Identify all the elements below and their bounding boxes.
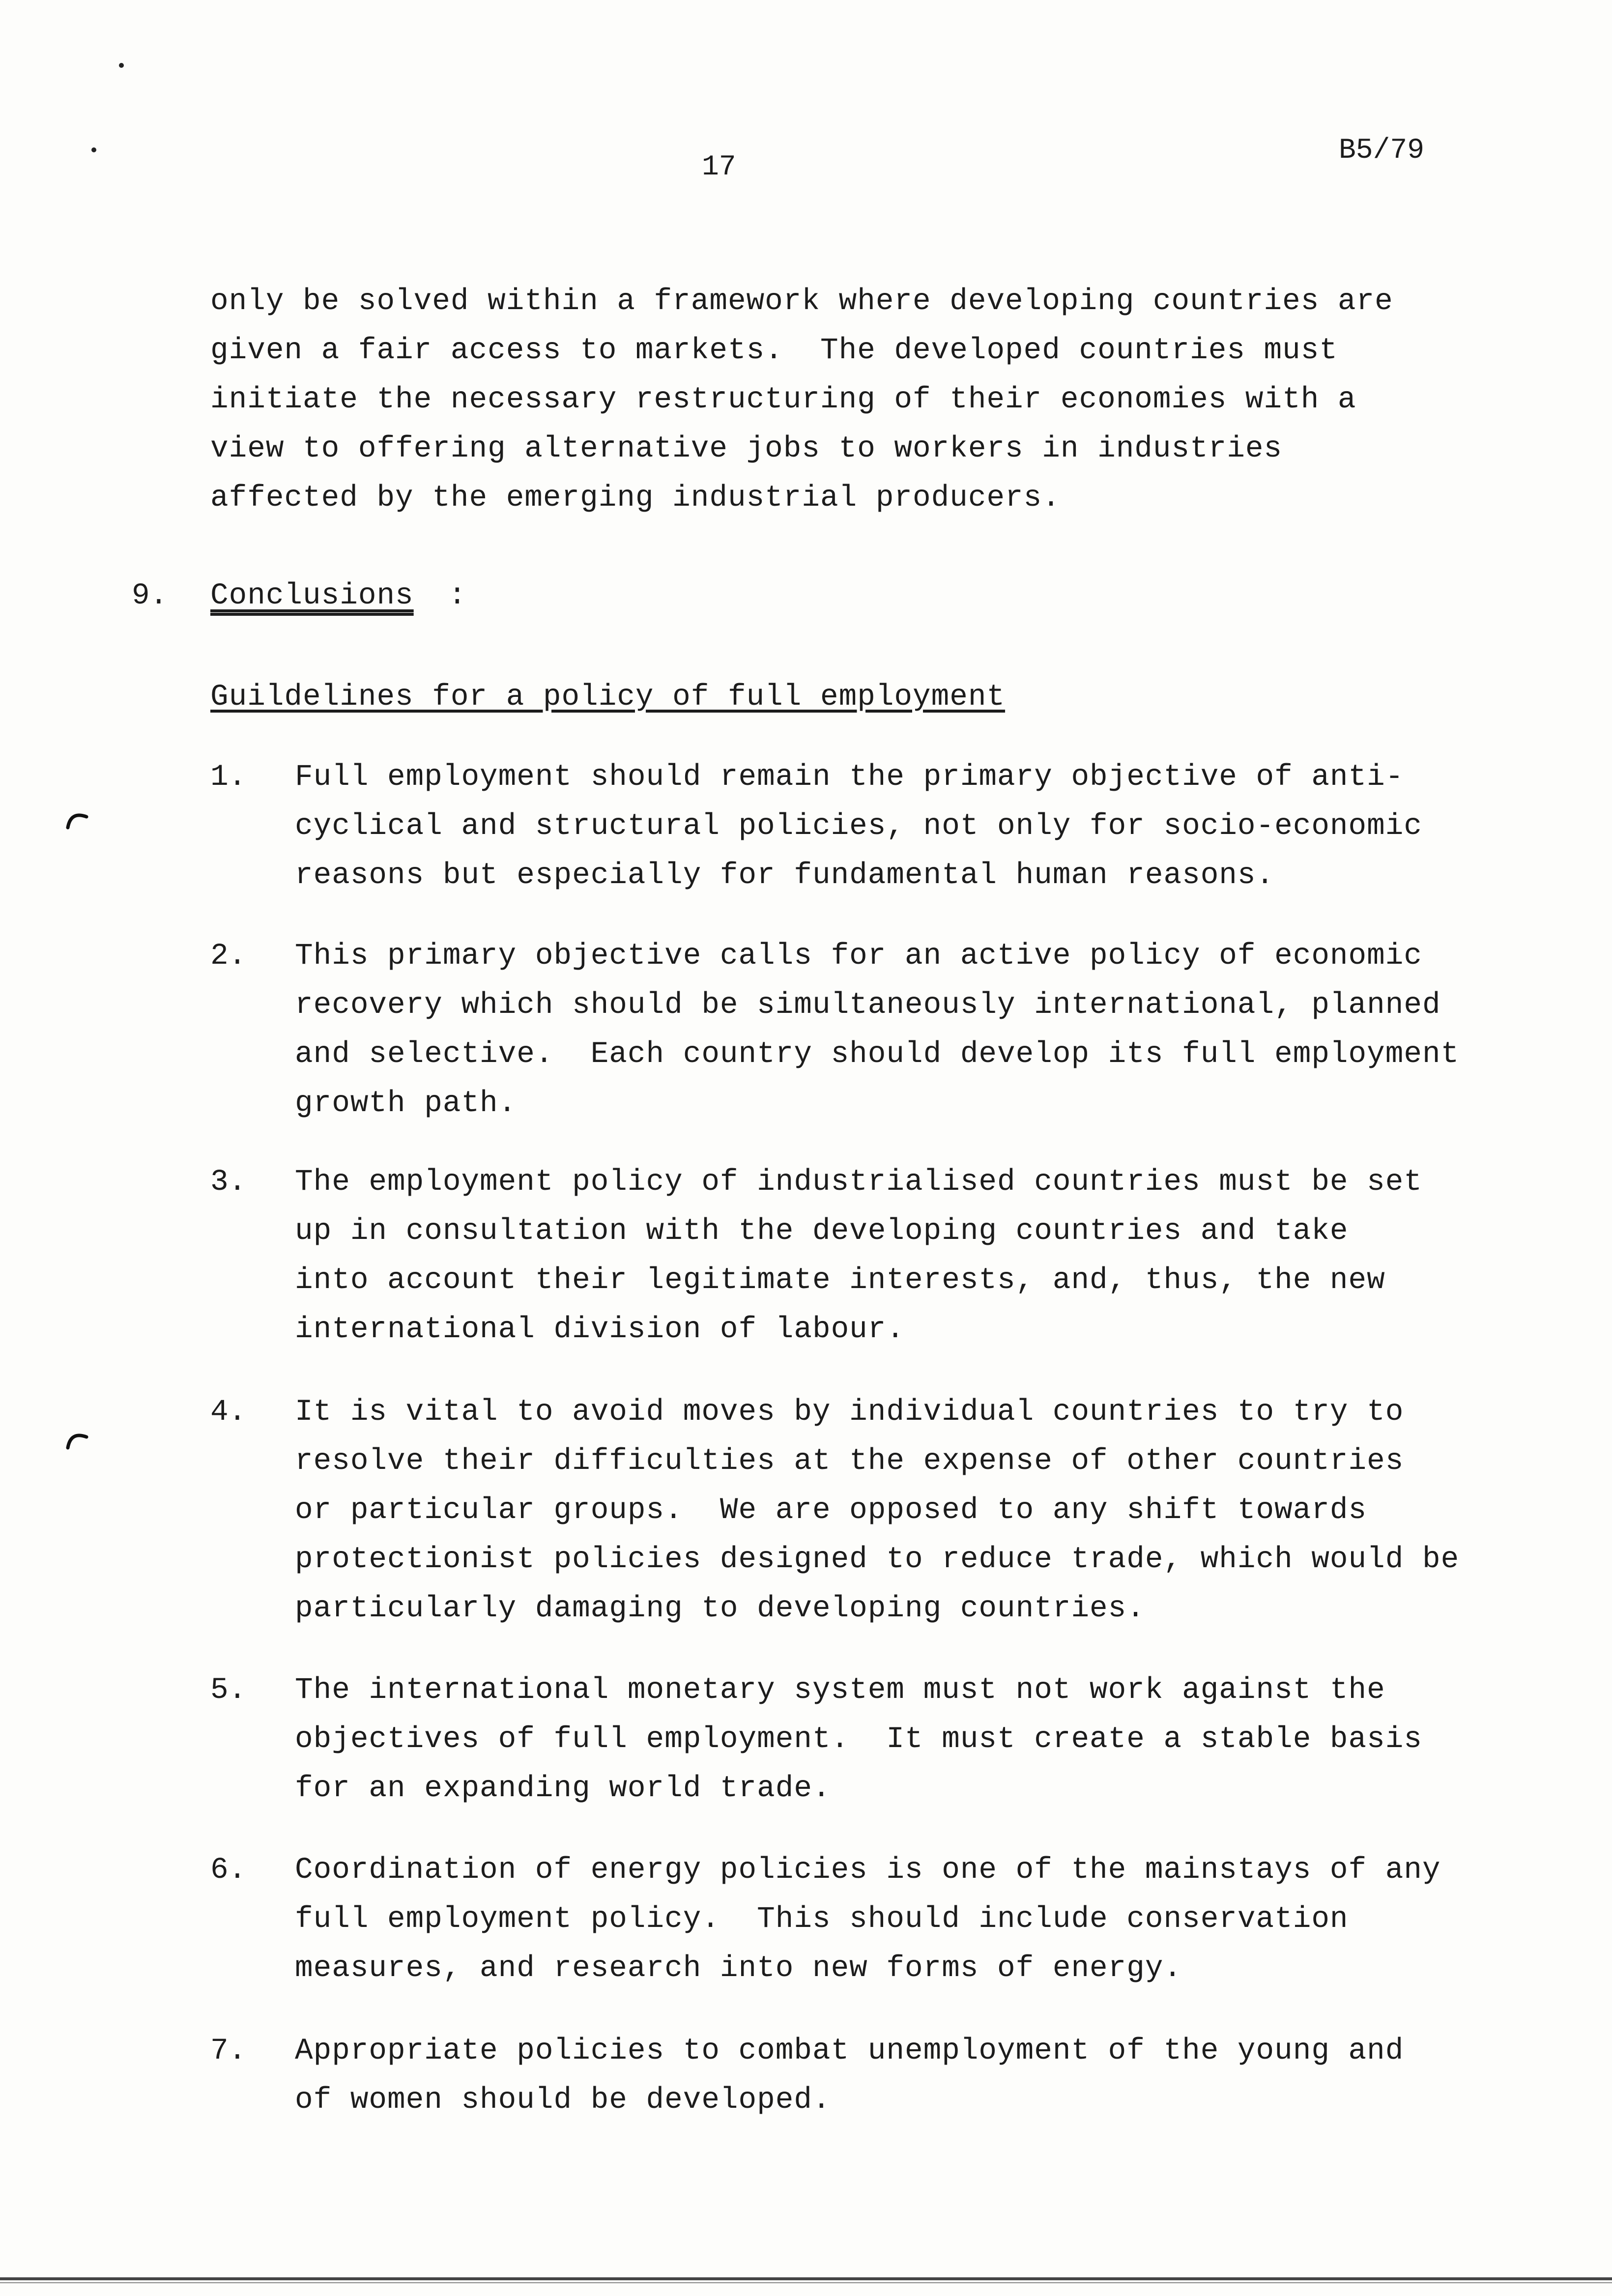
text-line: cyclical and structural policies, not only for socio-economic bbox=[295, 809, 1422, 843]
text-line: international division of labour. bbox=[295, 1313, 905, 1347]
text-line: up in consultation with the developing countries and take bbox=[295, 1214, 1349, 1248]
item-number: 5. bbox=[210, 1673, 247, 1707]
item-text bbox=[295, 932, 1573, 1128]
item-text bbox=[295, 2027, 1573, 2125]
item-number: 7. bbox=[210, 2034, 247, 2068]
text-line: protectionist policies designed to reduce trade, which would be bbox=[295, 1543, 1460, 1577]
text-line: and selective. Each country should develop its full employment bbox=[295, 1037, 1460, 1071]
margin-speck bbox=[91, 147, 96, 152]
text-line: view to offering alternative jobs to workers in industries bbox=[210, 432, 1283, 466]
text-line: of women should be developed. bbox=[295, 2083, 831, 2117]
text-line: affected by the emerging industrial producers. bbox=[210, 481, 1061, 515]
item-text bbox=[295, 1846, 1573, 1993]
text-line: particularly damaging to developing countries. bbox=[295, 1592, 1145, 1626]
item-number: 3. bbox=[210, 1165, 247, 1199]
section-title: Conclusions bbox=[210, 579, 414, 613]
text-line: Coordination of energy policies is one of the mainstays of any bbox=[295, 1853, 1441, 1887]
text-line: objectives of full employment. It must create a stable basis bbox=[295, 1722, 1422, 1756]
page-bottom-rule bbox=[0, 2282, 1612, 2283]
text-line: or particular groups. We are opposed to any shift towards bbox=[295, 1493, 1367, 1527]
intro-paragraph bbox=[210, 277, 1508, 523]
punch-mark-icon bbox=[66, 1428, 88, 1451]
text-line: It is vital to avoid moves by individual countries to try to bbox=[295, 1395, 1404, 1429]
punch-mark-icon bbox=[66, 808, 88, 831]
text-line: initiate the necessary restructuring of their economies with a bbox=[210, 383, 1356, 417]
text-line: measures, and research into new forms of energy. bbox=[295, 1952, 1182, 1985]
text-line: The international monetary system must not work against the bbox=[295, 1673, 1385, 1707]
section-number: 9. bbox=[132, 579, 168, 613]
item-number: 1. bbox=[210, 760, 247, 794]
text-line: recovery which should be simultaneously international, planned bbox=[295, 988, 1441, 1022]
item-text bbox=[295, 1666, 1573, 1813]
section-colon: : bbox=[448, 579, 466, 613]
page-bottom-rule bbox=[0, 2277, 1612, 2280]
text-line: resolve their difficulties at the expense of other countries bbox=[295, 1444, 1404, 1478]
text-line: only be solved within a framework where developing countries are bbox=[210, 285, 1393, 318]
text-line: growth path. bbox=[295, 1087, 517, 1120]
section-subheading: Guildelines for a policy of full employment bbox=[210, 680, 1006, 714]
text-line: for an expanding world trade. bbox=[295, 1772, 831, 1806]
item-number: 4. bbox=[210, 1395, 247, 1429]
item-number: 6. bbox=[210, 1853, 247, 1887]
text-line: given a fair access to markets. The developed countries must bbox=[210, 334, 1338, 368]
margin-speck bbox=[119, 63, 124, 68]
text-line: The employment policy of industrialised countries must be set bbox=[295, 1165, 1422, 1199]
text-line: full employment policy. This should include conservation bbox=[295, 1902, 1349, 1936]
page-number: 17 bbox=[702, 151, 736, 183]
document-reference: B5/79 bbox=[1339, 135, 1425, 167]
item-text bbox=[295, 753, 1573, 900]
text-line: reasons but especially for fundamental human reasons. bbox=[295, 859, 1275, 892]
item-text bbox=[295, 1388, 1573, 1634]
item-text bbox=[295, 1158, 1573, 1354]
text-line: Full employment should remain the primary objective of anti- bbox=[295, 760, 1404, 794]
text-line: This primary objective calls for an active policy of economic bbox=[295, 939, 1422, 973]
text-line: into account their legitimate interests, and, thus, the new bbox=[295, 1263, 1385, 1297]
text-line: Appropriate policies to combat unemployment of the young and bbox=[295, 2034, 1404, 2068]
item-number: 2. bbox=[210, 939, 247, 973]
